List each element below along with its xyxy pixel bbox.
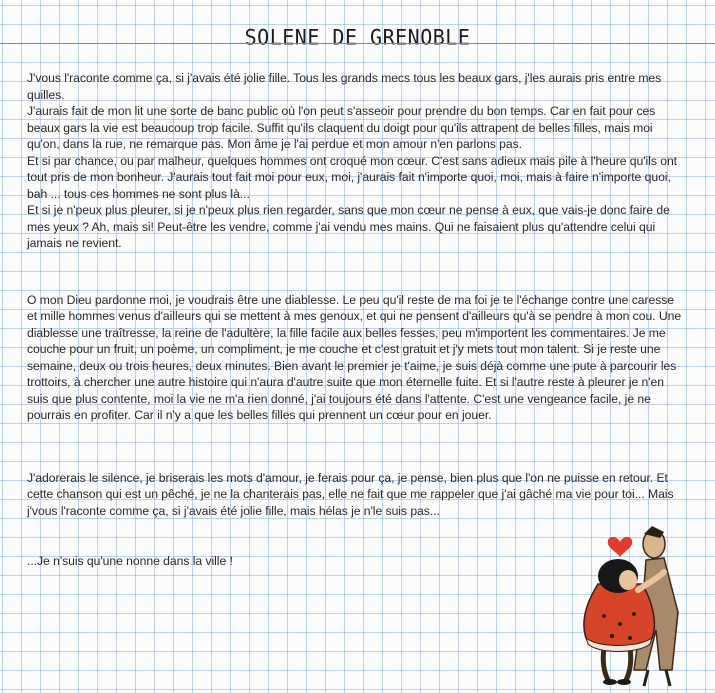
paragraph-3: Et si par chance, ou par malheur, quelques hommes ont croqué mon cœur. C'est sans adieux mais pile à l'heure qu'ils ont tout pris de mon bonheur. J'aurais tout fait moi pour eux, moi, j'aurais fait n'importe quoi, moi, mais à faire n'importe quoi, bah ... tous ces hommes ne sont plus là... — [27, 153, 678, 201]
paragraph-6: J'adorerais le silence, je briserais les mots d'amour, je ferais pour ça, je pense, bien plus que l'on ne puisse en retour. Et cette chanson qui est un pêché, je ne la chanterais pas, elle ne fait que me rappeler que j'ai gâché ma vie pour toi... Mais j'vous l'raconte comme ça, si j'avais été jolie fille, mais hélas je n'le suis pas... — [27, 470, 674, 518]
lyrics-body — [27, 70, 687, 570]
paragraph-5: O mon Dieu pardonne moi, je voudrais être une diablesse. Le peu qu'il reste de ma foi je te l'échange contre une caresse et mille hommes venus d'ailleurs qui se mettent à mes genoux, et qui ne pensent d'ailleurs qu'à se pendre à mon cou. Une diablesse une traîtresse, la reine de l'adultère, la fille facile aux belles fesses, peu m'importent les commentaires. Je me couche pour un fruit, un poème, un compliment, je me couche et c'est gratuit et j'y mets tout mon talent. Si je reste une semaine, deux ou trois heures, deux minutes. Bien avant le premier je t'aime, je suis déjà comme une pute à parcourir les trottoirs, à chercher une autre histoire qui n'aura d'autre suite que mon éternelle fuite. Et si l'autre reste à pleurer je n'en suis que plus contente, moi la vie ne m'a rien donné, j'ai toujours été dans l'attente. C'est une vengeance facile, je ne pourrais en profiter. Car il n'y a que les belles filles qui prennent un cœur pour en jouer. — [27, 292, 682, 422]
spacer — [27, 252, 687, 292]
spacer — [27, 424, 687, 470]
heart-icon — [608, 537, 633, 558]
paragraph-7: ...Je n'suis qu'une nonne dans la ville ! — [27, 554, 233, 568]
paragraph-4: Et si je n'peux plus pleurer, si je n'peux plus rien regarder, sans que mon cœur ne pense à eux, que vais-je donc faire de mes yeux ? Ah, mais si! Peut-être les vendre, comme j'ai vendu mes mains. Qui ne faisaient plus qu'attendre celui qui jamais ne revient. — [27, 203, 670, 250]
page-title: SOLENE DE GRENOBLE — [244, 24, 471, 50]
paragraph-2: J'aurais fait de mon lit une sorte de banc public où l'on peut s'asseoir pour prendre du bon temps. Car en fait pour ces beaux gars la vie est beaucoup trop facile. Suffit qu'ils claquent du doigt pour qu'ils attrapent de belles filles, mais moi qu'on, dans la rue, ne remarque pas. Mon âme je l'ai perdue et mon amour n'en parlons pas. — [27, 104, 656, 151]
dancing-couple-illustration — [568, 520, 708, 690]
paragraph-1: J'vous l'raconte comme ça, si j'avais été jolie fille. Tous les grands mecs tous les beaux gars, j'les aurais pris entre mes quilles. — [27, 71, 662, 102]
red-margin-line — [0, 43, 715, 44]
